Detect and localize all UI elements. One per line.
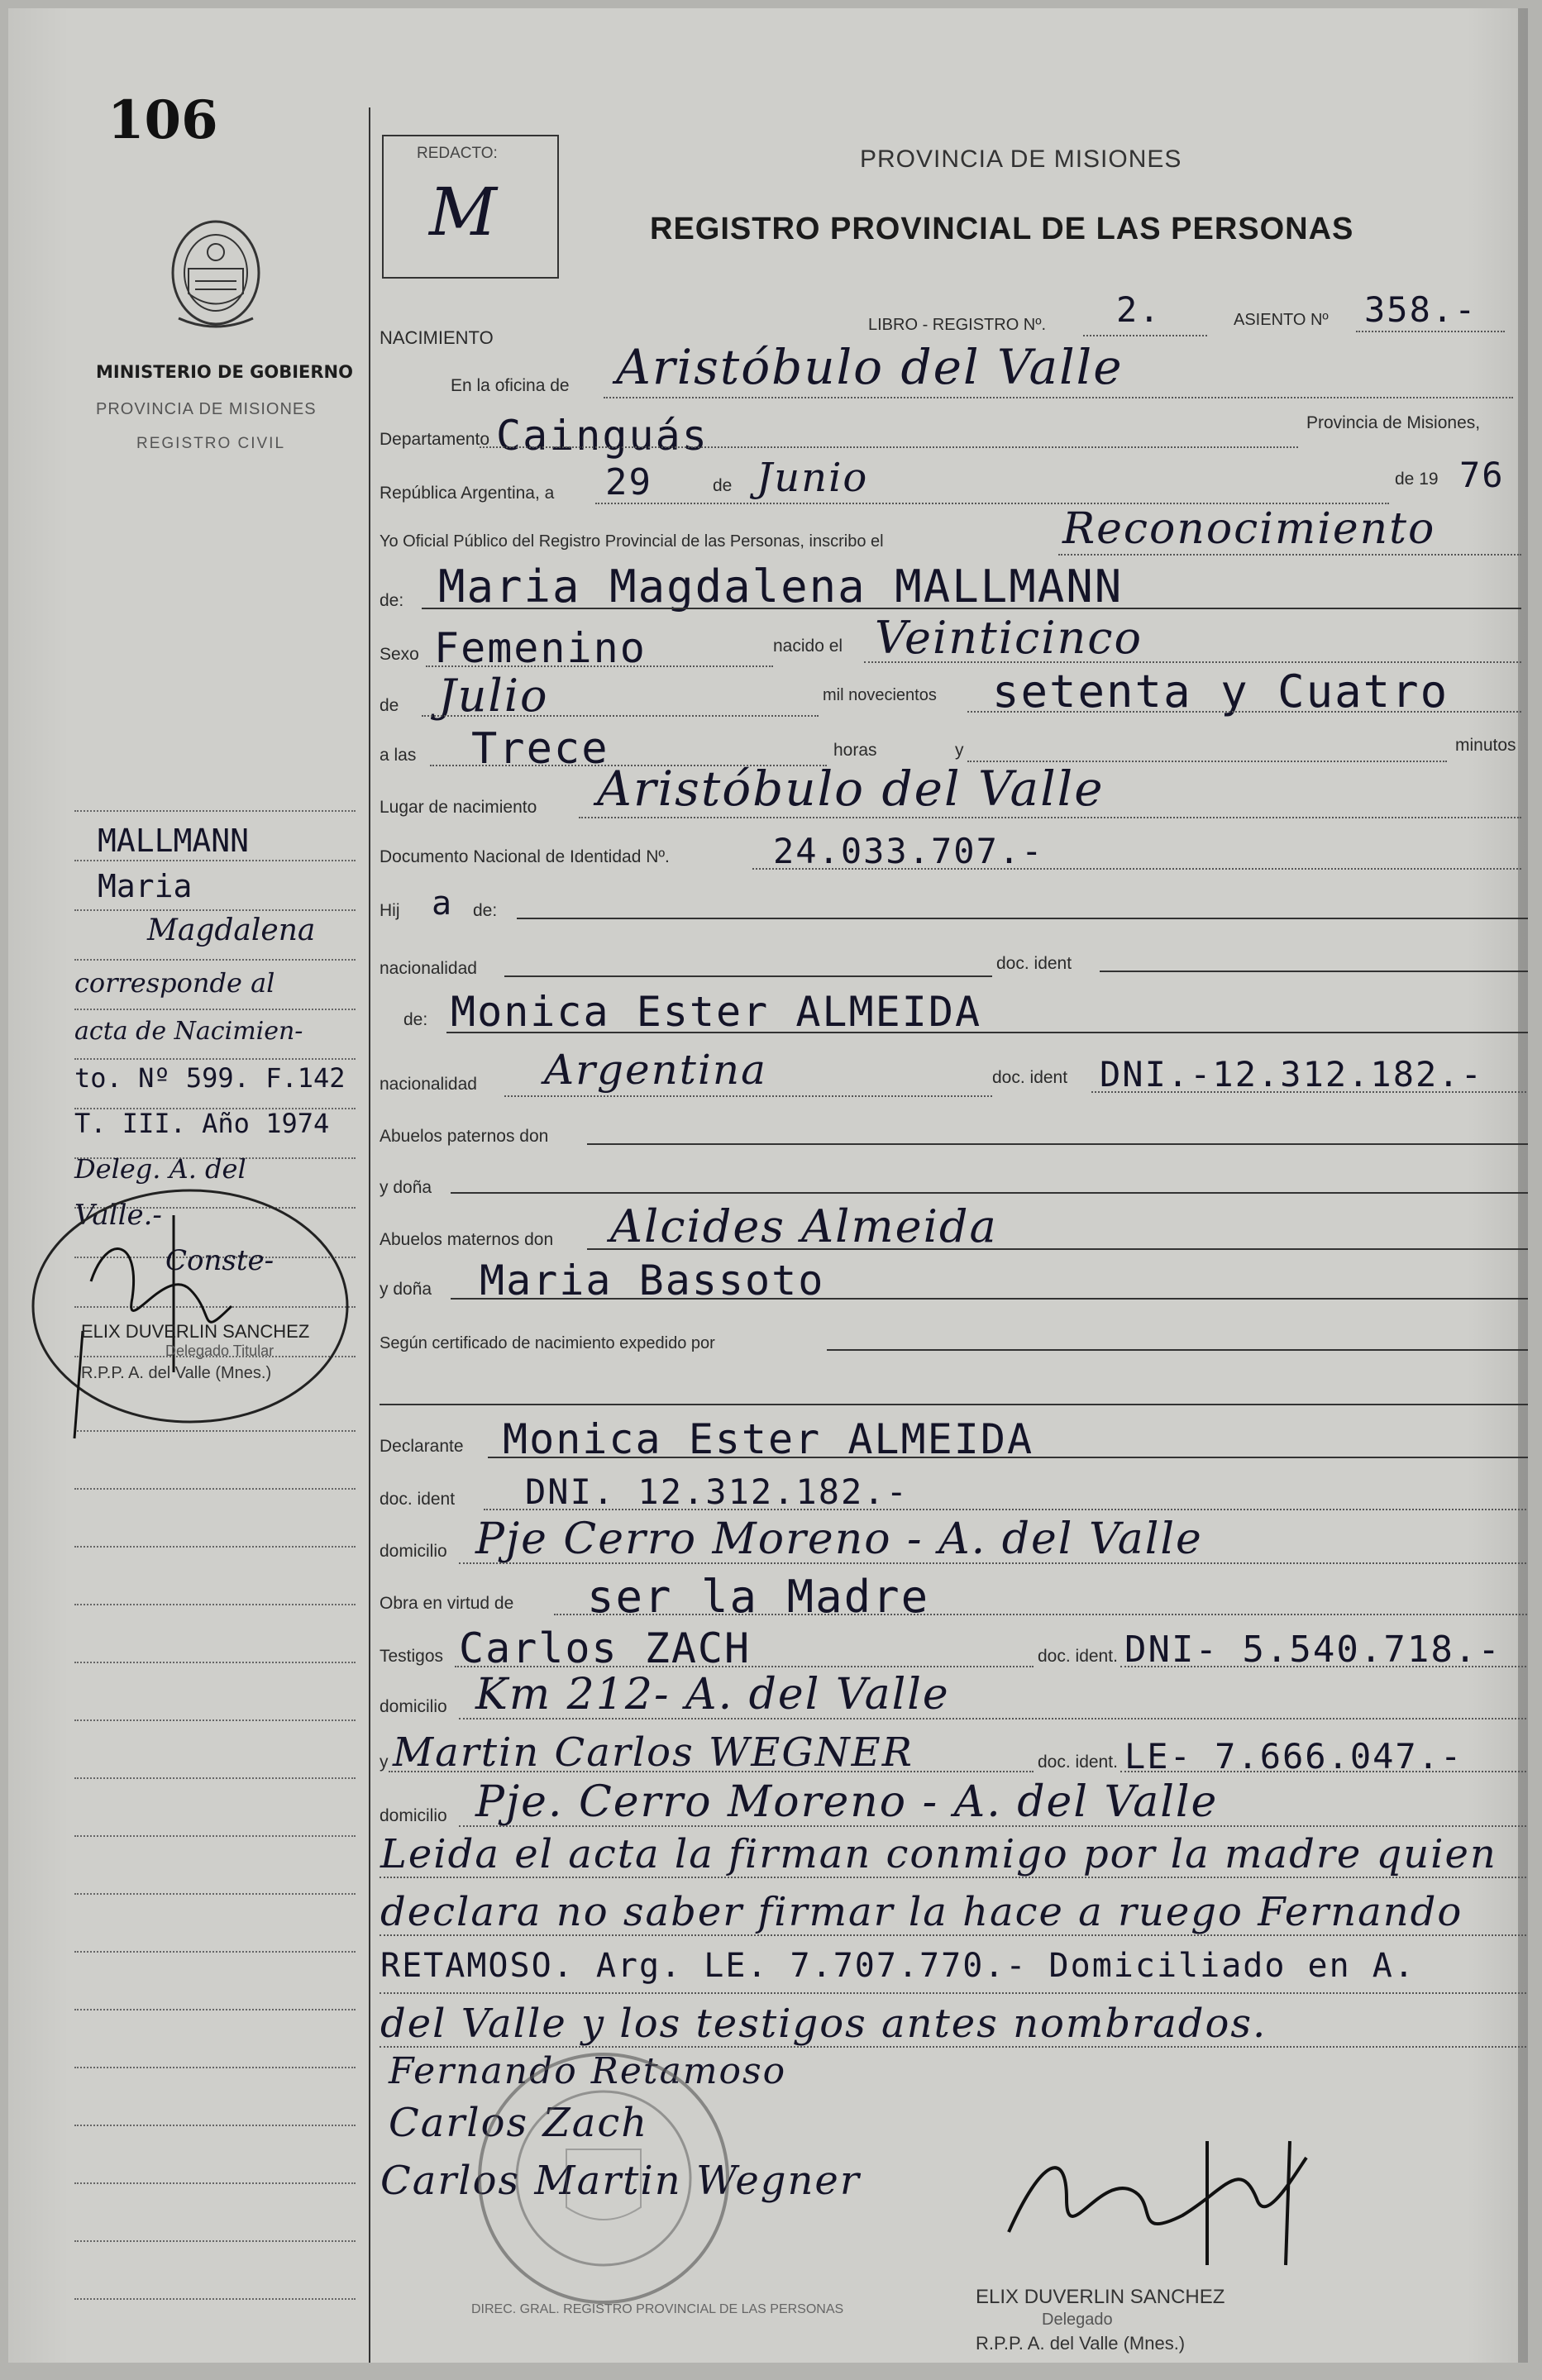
father-docident-label: doc. ident	[996, 954, 1072, 973]
dni-rule	[752, 868, 1521, 870]
nacionalidad-label: nacionalidad	[380, 959, 477, 978]
registry-label: REGISTRO CIVIL	[136, 435, 286, 452]
sexo-value: Femenino	[434, 624, 647, 672]
mother-doc: DNI.-12.312.182.-	[1100, 1054, 1483, 1095]
decl-doc-rule	[484, 1509, 1528, 1510]
testigo2-doc-rule	[1120, 1771, 1528, 1772]
margin-note-line-10: Conste-	[165, 1244, 275, 1277]
ministry-label: MINISTERIO DE GOBIERNO	[96, 362, 353, 382]
testigo1-doc: DNI- 5.540.718.-	[1124, 1629, 1501, 1671]
abuela-materna-rule	[451, 1298, 1528, 1300]
mother-nacionalidad: Argentina	[544, 1046, 767, 1094]
registry-seal-icon	[467, 2042, 740, 2315]
margin-rule	[74, 2067, 356, 2068]
margin-rule	[74, 1835, 356, 1837]
act-type-label: NACIMIENTO	[380, 327, 494, 348]
hour-value: Trece	[471, 724, 609, 774]
page-number: 106	[107, 89, 218, 151]
asiento-rule	[1356, 331, 1505, 332]
departamento-rule	[480, 446, 1298, 448]
closing-line-2: declara no saber firmar la hace a ruego Fernando	[380, 1889, 1463, 1935]
mother-nacionalidad-rule	[504, 1095, 992, 1097]
signature-2: Carlos Zach	[389, 2100, 649, 2146]
obra-rule	[554, 1614, 1528, 1615]
hij-label: Hij	[380, 901, 400, 920]
sexo-rule	[426, 665, 773, 667]
segun-label: Según certificado de nacimiento expedido por	[380, 1334, 715, 1352]
birth-month-rule	[422, 715, 819, 717]
margin-note-line-8: Deleg. A. del	[74, 1153, 246, 1185]
abuelos-paternos-rule	[587, 1143, 1528, 1145]
margin-rule	[74, 2240, 356, 2242]
margin-rule	[74, 1058, 356, 1060]
testigo2-dom: Pje. Cerro Moreno - A. del Valle	[475, 1777, 1219, 1827]
inscribo-value: Reconocimiento	[1062, 504, 1436, 554]
redacto-label: REDACTO:	[417, 145, 498, 162]
father-rule	[517, 918, 1528, 919]
testigo2-dom-rule	[459, 1825, 1528, 1827]
birth-year-words: setenta y Cuatro	[992, 665, 1449, 718]
margin-rule	[74, 2009, 356, 2010]
oficina-value: Aristóbulo del Valle	[616, 339, 1124, 395]
margin-signature-icon	[17, 1166, 364, 1463]
segun-rule	[827, 1349, 1528, 1351]
father-doc-rule	[1100, 971, 1528, 972]
margin-stamp-name: ELIX DUVERLIN SANCHEZ	[81, 1321, 310, 1342]
hij-value: a	[432, 885, 454, 923]
closing-line-4: del Valle y los testigos antes nombrados.	[380, 2001, 1267, 2047]
mother-docident-label: doc. ident	[992, 1068, 1068, 1087]
closing-line-3: RETAMOSO. Arg. LE. 7.707.770.- Domiciliado en A.	[380, 1947, 1415, 1985]
domicilio-label: domicilio	[380, 1542, 447, 1561]
mother-de-label: de:	[403, 1010, 428, 1029]
bottom-stamp-office: R.P.P. A. del Valle (Mnes.)	[976, 2333, 1186, 2354]
margin-rule	[74, 1719, 356, 1721]
libro-rule	[1083, 335, 1207, 336]
page-edge-shadow	[1518, 8, 1528, 2363]
segun-rule-2	[380, 1404, 1528, 1405]
margin-note-line-3: Magdalena	[147, 913, 316, 947]
margin-rule	[74, 1009, 356, 1010]
margin-note-line-9: Valle.-	[74, 1199, 162, 1232]
nacido-value: Veinticinco	[875, 612, 1143, 664]
abuelos-maternos-label: Abuelos maternos don	[380, 1230, 554, 1249]
declarante-value: Monica Ester ALMEIDA	[503, 1415, 1034, 1463]
margin-note-line-5: acta de Nacimien-	[74, 1017, 303, 1046]
margin-rule	[74, 1488, 356, 1490]
obra-label: Obra en virtud de	[380, 1594, 514, 1613]
testigo1-name: Carlos ZACH	[459, 1624, 752, 1672]
year-prefix: de 19	[1395, 470, 1439, 489]
coat-of-arms-icon	[162, 211, 270, 343]
margin-rule	[74, 1604, 356, 1605]
horas-label: horas	[833, 741, 877, 760]
sexo-label: Sexo	[380, 645, 419, 664]
delegate-signature-icon	[992, 2125, 1348, 2273]
decl-doc-label: doc. ident	[380, 1490, 456, 1509]
oficina-rule	[604, 397, 1513, 398]
margin-note-line-1: MALLMANN	[98, 823, 250, 859]
testigo2-rule	[389, 1771, 1034, 1772]
maternal-y-dona-label: y doña	[380, 1280, 432, 1299]
abuelo-materno: Alcides Almeida	[610, 1200, 998, 1252]
testigo1-dom-rule	[459, 1718, 1528, 1719]
nacido-rule	[864, 661, 1521, 663]
signature-1: Fernando Retamoso	[389, 2050, 787, 2092]
person-name: Maria Magdalena MALLMANN	[438, 560, 1124, 613]
margin-rule	[74, 1777, 356, 1779]
margin-stamp-office: R.P.P. A. del Valle (Mnes.)	[81, 1364, 272, 1382]
abuelos-paternos-label: Abuelos paternos don	[380, 1127, 549, 1146]
margin-rule	[74, 1546, 356, 1548]
month-value: Junio	[757, 455, 869, 501]
bottom-stamp-role: Delegado	[1042, 2311, 1113, 2329]
domicilio-rule	[459, 1562, 1528, 1564]
margin-note-line-7: T. III. Año 1974	[74, 1108, 330, 1139]
closing-line-1: Leida el acta la firman conmigo por la madre quien	[380, 1831, 1497, 1877]
closing-rule-2	[380, 1934, 1528, 1936]
testigo1-doc-rule	[1120, 1666, 1528, 1667]
redacto-box	[382, 135, 559, 279]
oficial-label: Yo Oficial Público del Registro Provincial de las Personas, inscribo el	[380, 532, 884, 551]
father-nacionalidad-rule	[504, 975, 992, 977]
header-province: PROVINCIA DE MISIONES	[860, 145, 1182, 173]
inscribo-rule	[1058, 554, 1521, 556]
republica-label: República Argentina, a	[380, 484, 555, 503]
nacido-label: nacido el	[773, 637, 843, 656]
margin-rule	[74, 810, 356, 812]
abuelo-materno-rule	[587, 1248, 1528, 1250]
margin-rule	[74, 2182, 356, 2184]
birth-month: Julio	[438, 670, 549, 722]
margin-rule	[74, 2125, 356, 2126]
mother-nacionalidad-label: nacionalidad	[380, 1075, 477, 1094]
asiento-value: 358.-	[1364, 289, 1478, 330]
mother-name: Monica Ester ALMEIDA	[451, 988, 982, 1036]
mil-label: mil novecientos	[823, 686, 937, 704]
alas-label: a las	[380, 746, 417, 765]
testigo2-doc: LE- 7.666.047.-	[1124, 1736, 1463, 1777]
testigo2-prefix: y	[380, 1753, 389, 1772]
minutos-label: minutos	[1455, 736, 1516, 755]
document-page	[8, 8, 1528, 2363]
margin-rule	[74, 959, 356, 961]
testigo1-rule	[455, 1666, 1034, 1667]
signature-3: Carlos Martin Wegner	[380, 2158, 861, 2204]
testigo2-doc-label: doc. ident.	[1038, 1753, 1118, 1772]
testigo2-dom-label: domicilio	[380, 1806, 447, 1825]
margin-rule	[74, 1951, 356, 1953]
mother-name-rule	[446, 1032, 1528, 1033]
closing-rule-3	[380, 1992, 1528, 1994]
oficina-label: En la oficina de	[451, 376, 570, 395]
lugar-label: Lugar de nacimiento	[380, 798, 537, 817]
decl-doc-value: DNI. 12.312.182.-	[525, 1471, 909, 1512]
testigo1-doc-label: doc. ident.	[1038, 1647, 1118, 1666]
y-label: y	[955, 741, 964, 760]
lugar-value: Aristóbulo del Valle	[597, 761, 1105, 817]
bottom-stamp-name: ELIX DUVERLIN SANCHEZ	[976, 2286, 1225, 2308]
domicilio-value: Pje Cerro Moreno - A. del Valle	[475, 1514, 1203, 1564]
closing-rule-1	[380, 1877, 1528, 1878]
left-margin-divider	[369, 107, 370, 2363]
testigo1-dom-label: domicilio	[380, 1697, 447, 1716]
testigos-label: Testigos	[380, 1647, 444, 1666]
asiento-label: ASIENTO Nº	[1234, 311, 1329, 329]
person-de-label: de:	[380, 591, 404, 610]
dni-value: 24.033.707.-	[773, 831, 1044, 871]
libro-label: LIBRO - REGISTRO Nº.	[868, 316, 1047, 334]
margin-note-line-6: to. Nº 599. F.142	[74, 1062, 346, 1094]
margin-note-line-2: Maria	[98, 868, 193, 904]
declarante-rule	[488, 1457, 1528, 1458]
paternal-dona-rule	[451, 1192, 1528, 1194]
margin-rule	[74, 1662, 356, 1663]
abuela-materna: Maria Bassoto	[480, 1257, 825, 1304]
person-name-rule	[422, 608, 1521, 609]
redacto-initials: M	[429, 174, 499, 250]
departamento-label: Departamento	[380, 430, 490, 449]
declarante-label: Declarante	[380, 1437, 464, 1456]
birth-de-label: de	[380, 696, 399, 715]
margin-rule	[74, 1893, 356, 1895]
mother-doc-rule	[1091, 1091, 1528, 1093]
year-value: 76	[1459, 455, 1505, 495]
date-de-label: de	[713, 476, 733, 495]
seal-text: DIREC. GRAL. REGISTRO PROVINCIAL DE LAS PERSONAS	[471, 2302, 844, 2316]
margin-rule	[74, 860, 356, 861]
margin-rule	[74, 909, 356, 911]
margin-note-line-4: corresponde al	[74, 967, 275, 999]
province-label: PROVINCIA DE MISIONES	[96, 400, 317, 418]
margin-rule	[74, 2298, 356, 2300]
birth-year-rule	[967, 711, 1521, 713]
margin-stamp-role: Delegado Titular	[165, 1343, 275, 1359]
testigo2-name: Martin Carlos WEGNER	[393, 1729, 914, 1776]
obra-value: ser la Madre	[587, 1571, 930, 1623]
header-title: REGISTRO PROVINCIAL DE LAS PERSONAS	[650, 212, 1354, 246]
dni-label: Documento Nacional de Identidad Nº.	[380, 847, 670, 866]
departamento-value: Cainguás	[496, 412, 709, 460]
paternal-y-dona-label: y doña	[380, 1178, 432, 1197]
testigo1-dom: Km 212- A. del Valle	[475, 1670, 950, 1719]
day-value: 29	[605, 461, 652, 503]
provincia-label: Provincia de Misiones,	[1306, 413, 1481, 432]
lugar-rule	[579, 817, 1521, 818]
libro-value: 2.	[1116, 289, 1162, 330]
hij-de-label: de:	[473, 901, 498, 920]
